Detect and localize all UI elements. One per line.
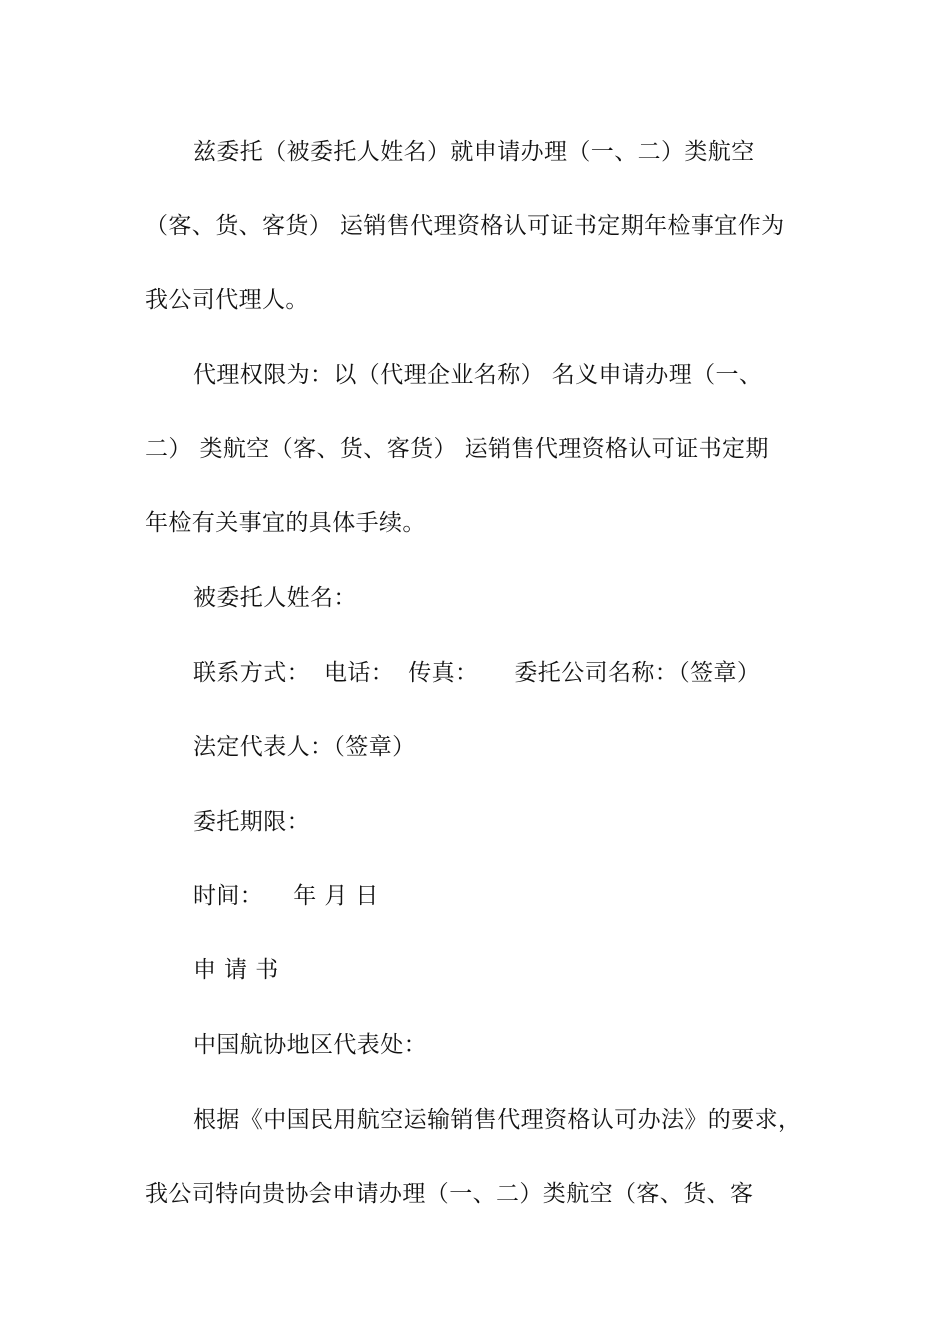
application-title: 申 请 书 <box>193 957 279 983</box>
date-label: 时间： <box>193 883 264 909</box>
date-line <box>193 881 815 911</box>
date-fields: 年 月 日 <box>293 883 379 909</box>
paragraph-authority-line-3: 年检有关事宜的具体手续。 <box>145 510 426 536</box>
contact-label: 联系方式： <box>193 660 310 686</box>
paragraph-application-line-2: 我公司特向贵协会申请办理（一、二）类航空（客、货、客 <box>145 1181 754 1207</box>
paragraph-authority-line-1: 代理权限为：以（代理企业名称） 名义申请办理（一、 <box>193 362 763 388</box>
paragraph-authority-line-2: 二） 类航空（客、货、客货） 运销售代理资格认可证书定期 <box>145 436 769 462</box>
fax-label: 传真： <box>408 660 479 686</box>
legal-representative-label: 法定代表人：（签章） <box>193 734 416 760</box>
paragraph-delegation-line-2: （客、货、客货） 运销售代理资格认可证书定期年检事宜作为 <box>145 213 785 239</box>
paragraph-application-line-1: 根据《中国民用航空运输销售代理资格认可办法》的要求， <box>193 1107 802 1133</box>
phone-label: 电话： <box>324 660 395 686</box>
entrustment-period-label: 委托期限： <box>193 809 310 835</box>
paragraph-delegation-line-1: 兹委托（被委托人姓名）就申请办理（一、二）类航空 <box>193 139 755 165</box>
delegate-name-label: 被委托人姓名： <box>193 585 357 611</box>
addressee: 中国航协地区代表处： <box>193 1032 427 1058</box>
company-name-label: 委托公司名称：（签章） <box>514 660 761 686</box>
contact-line <box>193 658 815 688</box>
paragraph-delegation-line-3: 我公司代理人。 <box>145 287 309 313</box>
